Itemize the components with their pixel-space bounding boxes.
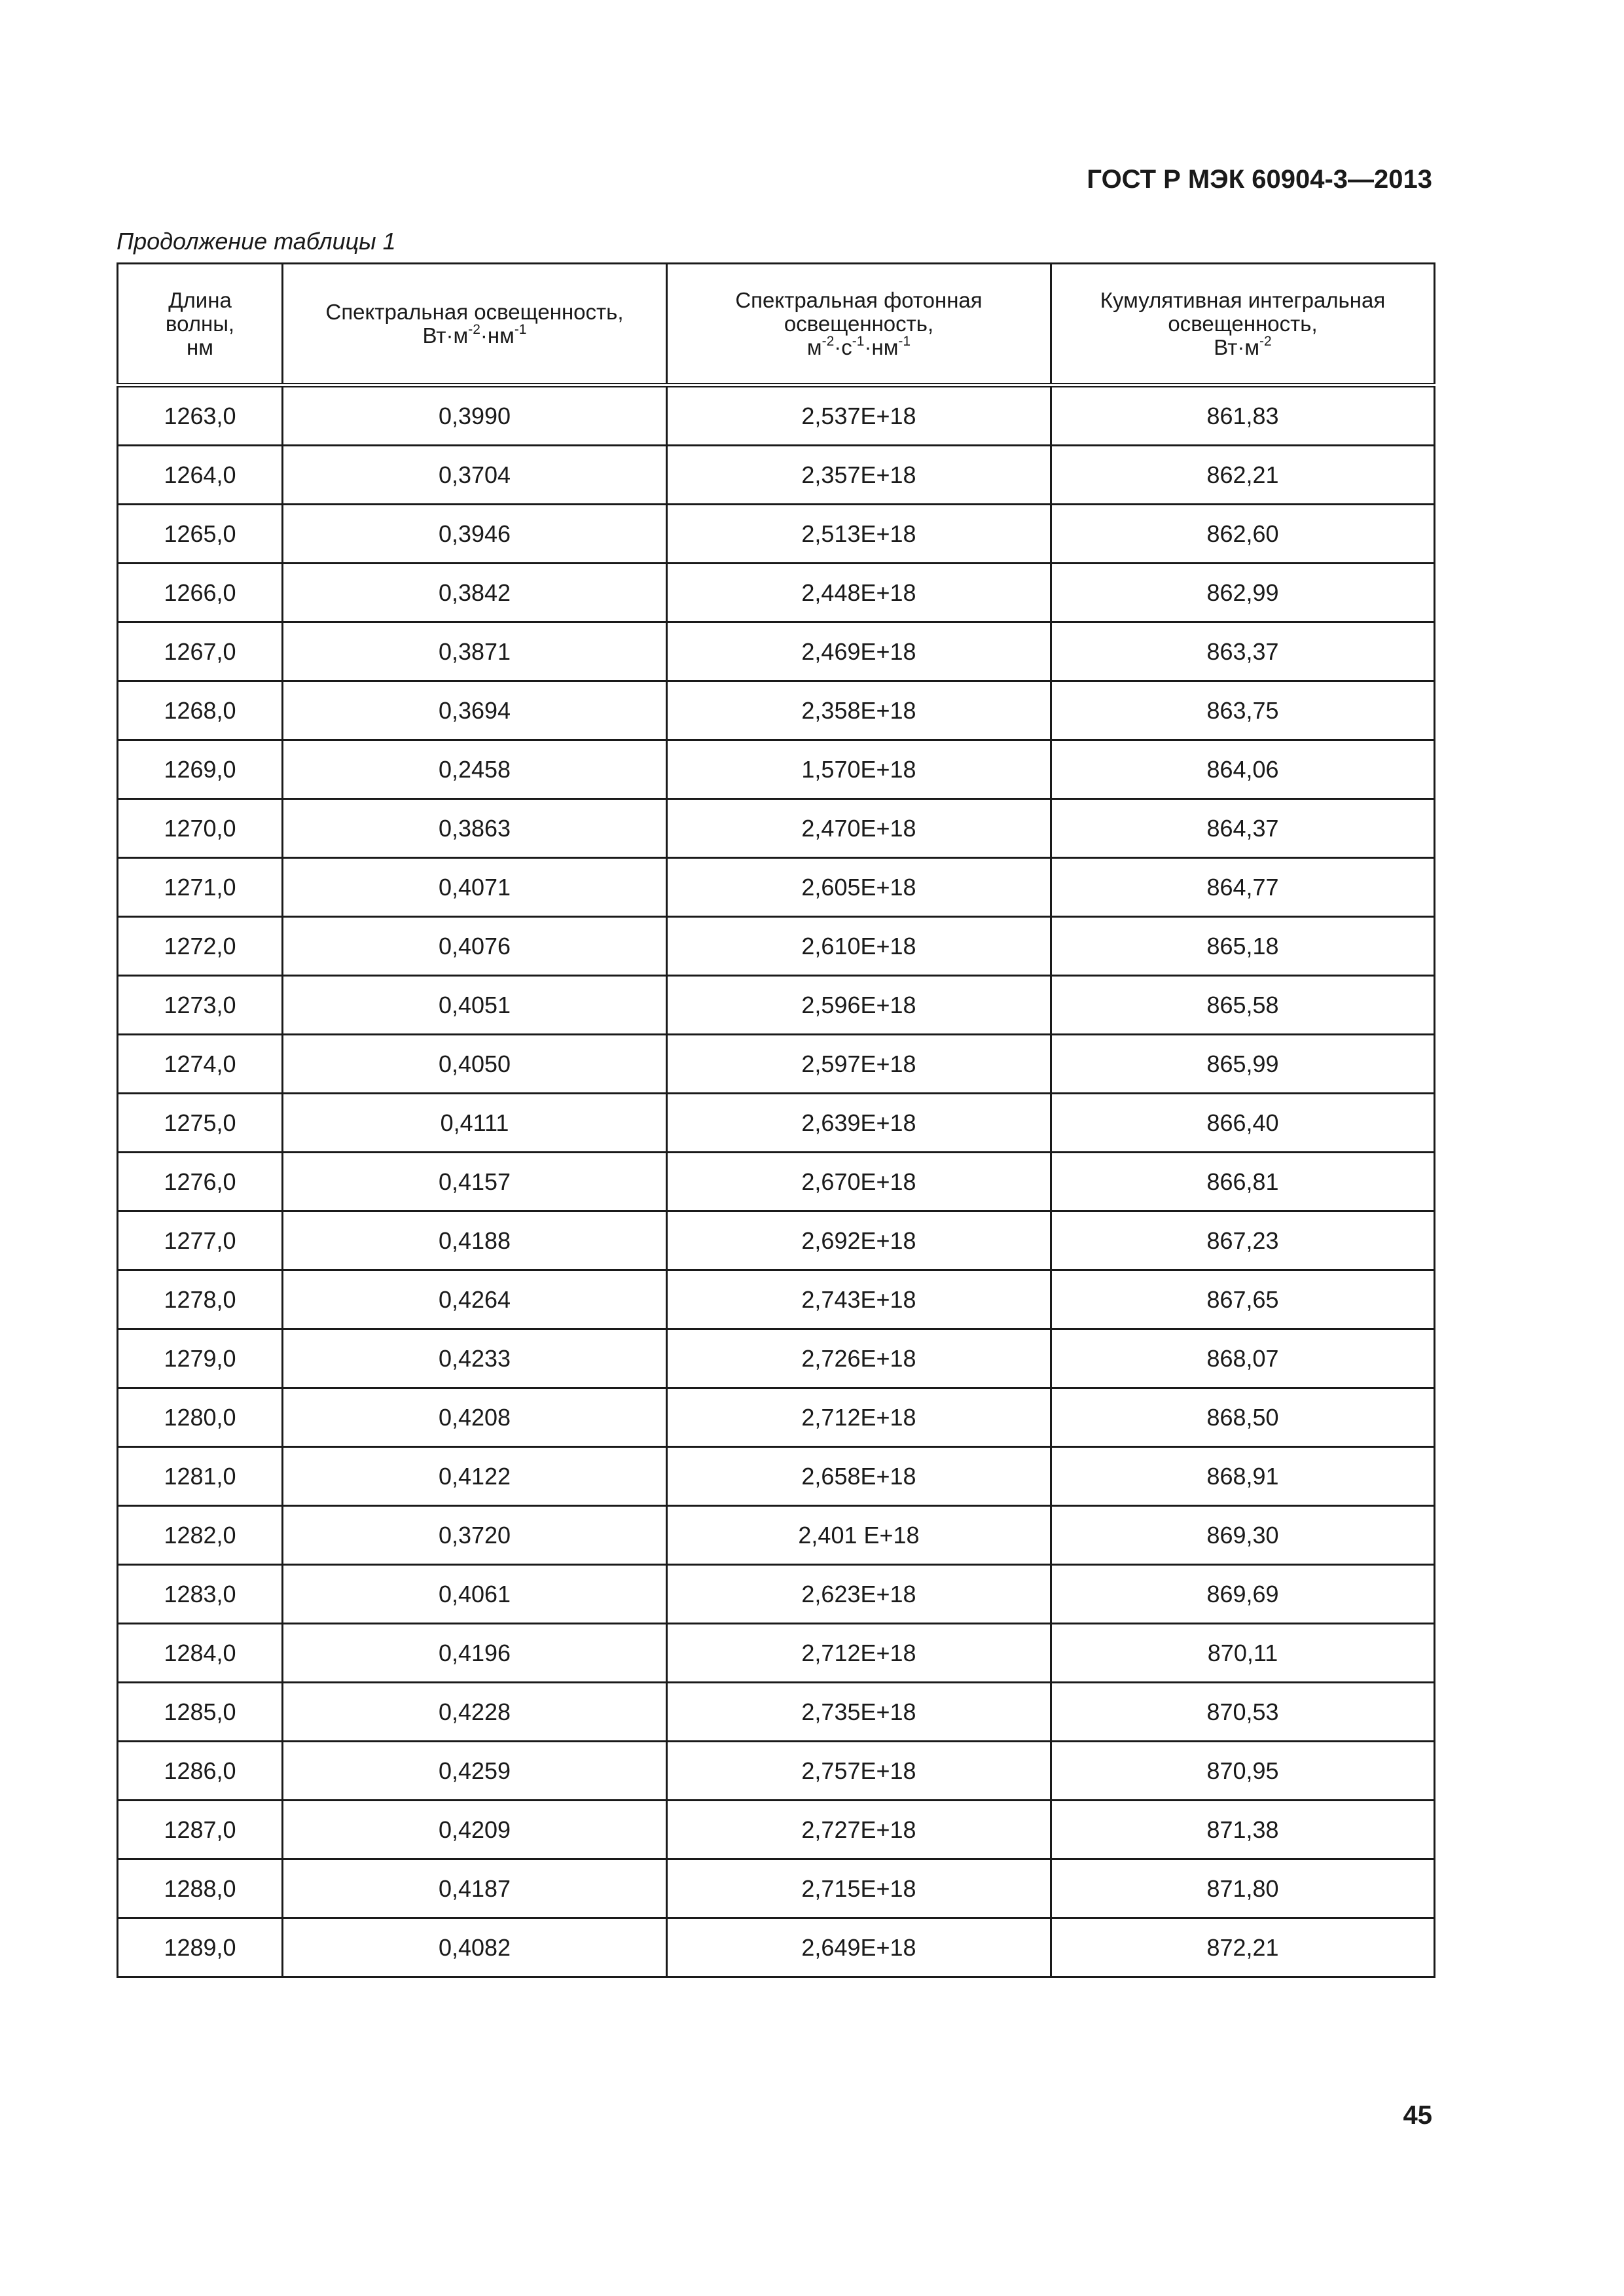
cell-photon-irradiance: 2,658E+18 (667, 1447, 1051, 1506)
cell-cumulative-irradiance: 872,21 (1051, 1918, 1435, 1977)
table-row (118, 1329, 1435, 1388)
cell-photon-irradiance: 2,448E+18 (667, 564, 1051, 622)
table-row (118, 446, 1435, 505)
header-text-line: Длина (168, 287, 232, 312)
table-row (118, 1918, 1435, 1977)
cell-wavelength: 1286,0 (118, 1742, 283, 1801)
cell-spectral-irradiance: 0,3946 (283, 505, 667, 564)
table-row (118, 1094, 1435, 1153)
cell-photon-irradiance: 2,605E+18 (667, 858, 1051, 917)
cell-wavelength: 1279,0 (118, 1329, 283, 1388)
cell-wavelength: 1275,0 (118, 1094, 283, 1153)
header-text-line: Спектральная фотонная (735, 287, 983, 312)
cell-cumulative-irradiance: 869,69 (1051, 1565, 1435, 1624)
table-row (118, 917, 1435, 976)
cell-spectral-irradiance: 0,4157 (283, 1153, 667, 1211)
cell-photon-irradiance: 2,610E+18 (667, 917, 1051, 976)
header-text-line: волны, (165, 311, 235, 336)
cell-wavelength: 1266,0 (118, 564, 283, 622)
cell-cumulative-irradiance: 864,06 (1051, 740, 1435, 799)
cell-wavelength: 1271,0 (118, 858, 283, 917)
cell-spectral-irradiance: 0,3871 (283, 622, 667, 681)
table-row (118, 622, 1435, 681)
cell-photon-irradiance: 2,715E+18 (667, 1859, 1051, 1918)
cell-cumulative-irradiance: 868,07 (1051, 1329, 1435, 1388)
table-row (118, 976, 1435, 1035)
cell-cumulative-irradiance: 865,58 (1051, 976, 1435, 1035)
cell-photon-irradiance: 2,670E+18 (667, 1153, 1051, 1211)
cell-cumulative-irradiance: 867,65 (1051, 1270, 1435, 1329)
cell-spectral-irradiance: 0,4111 (283, 1094, 667, 1153)
cell-wavelength: 1269,0 (118, 740, 283, 799)
table-row (118, 1153, 1435, 1211)
cell-spectral-irradiance: 0,4050 (283, 1035, 667, 1094)
cell-spectral-irradiance: 0,4228 (283, 1683, 667, 1742)
cell-spectral-irradiance: 0,3842 (283, 564, 667, 622)
cell-photon-irradiance: 2,712E+18 (667, 1624, 1051, 1683)
header-text-line: освещенность, (784, 311, 934, 336)
header-cumulative-irradiance (1051, 264, 1435, 386)
cell-spectral-irradiance: 0,3720 (283, 1506, 667, 1565)
cell-cumulative-irradiance: 862,60 (1051, 505, 1435, 564)
cell-photon-irradiance: 2,692E+18 (667, 1211, 1051, 1270)
cell-cumulative-irradiance: 870,11 (1051, 1624, 1435, 1683)
table-row (118, 858, 1435, 917)
cell-cumulative-irradiance: 866,40 (1051, 1094, 1435, 1153)
table-row (118, 799, 1435, 858)
cell-photon-irradiance: 2,649E+18 (667, 1918, 1051, 1977)
cell-wavelength: 1287,0 (118, 1801, 283, 1859)
header-spectral-irradiance (283, 264, 667, 386)
table-row (118, 1742, 1435, 1801)
header-text-line: нм (187, 334, 213, 359)
header-wavelength (118, 264, 283, 386)
cell-cumulative-irradiance: 862,99 (1051, 564, 1435, 622)
cell-wavelength: 1285,0 (118, 1683, 283, 1742)
table-row (118, 505, 1435, 564)
cell-wavelength: 1276,0 (118, 1153, 283, 1211)
table-row (118, 1388, 1435, 1447)
cell-cumulative-irradiance: 868,91 (1051, 1447, 1435, 1506)
table-row (118, 1447, 1435, 1506)
cell-wavelength: 1284,0 (118, 1624, 283, 1683)
cell-spectral-irradiance: 0,4187 (283, 1859, 667, 1918)
table-row (118, 1801, 1435, 1859)
cell-photon-irradiance: 2,597E+18 (667, 1035, 1051, 1094)
cell-spectral-irradiance: 0,4188 (283, 1211, 667, 1270)
table-row (118, 1683, 1435, 1742)
cell-wavelength: 1282,0 (118, 1506, 283, 1565)
cell-spectral-irradiance: 0,4071 (283, 858, 667, 917)
table-row (118, 1859, 1435, 1918)
table-caption: Продолжение таблицы 1 (117, 228, 396, 255)
cell-spectral-irradiance: 0,4264 (283, 1270, 667, 1329)
cell-wavelength: 1277,0 (118, 1211, 283, 1270)
cell-cumulative-irradiance: 871,38 (1051, 1801, 1435, 1859)
page-number: 45 (1403, 2101, 1432, 2130)
header-text-line: Спектральная освещенность, (325, 299, 624, 324)
table-body (118, 386, 1435, 1977)
table-row (118, 1035, 1435, 1094)
cell-photon-irradiance: 1,570E+18 (667, 740, 1051, 799)
cell-photon-irradiance: 2,401 E+18 (667, 1506, 1051, 1565)
cell-spectral-irradiance: 0,4209 (283, 1801, 667, 1859)
cell-photon-irradiance: 2,639E+18 (667, 1094, 1051, 1153)
cell-photon-irradiance: 2,757E+18 (667, 1742, 1051, 1801)
cell-wavelength: 1270,0 (118, 799, 283, 858)
cell-spectral-irradiance: 0,3990 (283, 386, 667, 446)
table-row (118, 1270, 1435, 1329)
cell-photon-irradiance: 2,469E+18 (667, 622, 1051, 681)
cell-wavelength: 1273,0 (118, 976, 283, 1035)
cell-cumulative-irradiance: 868,50 (1051, 1388, 1435, 1447)
cell-cumulative-irradiance: 870,53 (1051, 1683, 1435, 1742)
document-code: ГОСТ Р МЭК 60904-3—2013 (1087, 165, 1432, 194)
cell-spectral-irradiance: 0,2458 (283, 740, 667, 799)
cell-cumulative-irradiance: 864,77 (1051, 858, 1435, 917)
cell-wavelength: 1289,0 (118, 1918, 283, 1977)
cell-wavelength: 1283,0 (118, 1565, 283, 1624)
cell-photon-irradiance: 2,735E+18 (667, 1683, 1051, 1742)
cell-cumulative-irradiance: 870,95 (1051, 1742, 1435, 1801)
cell-spectral-irradiance: 0,4196 (283, 1624, 667, 1683)
cell-photon-irradiance: 2,596E+18 (667, 976, 1051, 1035)
table-row (118, 564, 1435, 622)
cell-cumulative-irradiance: 871,80 (1051, 1859, 1435, 1918)
cell-wavelength: 1265,0 (118, 505, 283, 564)
cell-photon-irradiance: 2,743E+18 (667, 1270, 1051, 1329)
table-row (118, 386, 1435, 446)
cell-wavelength: 1281,0 (118, 1447, 283, 1506)
data-table (117, 262, 1435, 1978)
cell-photon-irradiance: 2,358E+18 (667, 681, 1051, 740)
header-unit: $Вт\cdot м^{-2}$ (1214, 333, 1272, 359)
cell-wavelength: 1267,0 (118, 622, 283, 681)
header-text-line: освещенность, (1168, 311, 1318, 336)
cell-cumulative-irradiance: 866,81 (1051, 1153, 1435, 1211)
cell-wavelength: 1263,0 (118, 386, 283, 446)
cell-spectral-irradiance: 0,4259 (283, 1742, 667, 1801)
table-header-row (118, 264, 1435, 386)
cell-cumulative-irradiance: 863,75 (1051, 681, 1435, 740)
cell-spectral-irradiance: 0,4051 (283, 976, 667, 1035)
cell-photon-irradiance: 2,712E+18 (667, 1388, 1051, 1447)
cell-photon-irradiance: 2,513E+18 (667, 505, 1051, 564)
table-row (118, 1565, 1435, 1624)
table-row (118, 1624, 1435, 1683)
cell-spectral-irradiance: 0,4061 (283, 1565, 667, 1624)
cell-cumulative-irradiance: 863,37 (1051, 622, 1435, 681)
cell-wavelength: 1288,0 (118, 1859, 283, 1918)
cell-spectral-irradiance: 0,3863 (283, 799, 667, 858)
cell-cumulative-irradiance: 861,83 (1051, 386, 1435, 446)
cell-photon-irradiance: 2,357E+18 (667, 446, 1051, 505)
cell-photon-irradiance: 2,726E+18 (667, 1329, 1051, 1388)
cell-cumulative-irradiance: 864,37 (1051, 799, 1435, 858)
cell-wavelength: 1280,0 (118, 1388, 283, 1447)
cell-cumulative-irradiance: 867,23 (1051, 1211, 1435, 1270)
cell-spectral-irradiance: 0,3704 (283, 446, 667, 505)
table-row (118, 1506, 1435, 1565)
cell-spectral-irradiance: 0,4076 (283, 917, 667, 976)
cell-photon-irradiance: 2,727E+18 (667, 1801, 1051, 1859)
cell-photon-irradiance: 2,470E+18 (667, 799, 1051, 858)
header-unit: $Вт\cdot м^{-2}\cdot нм^{-1}$ (422, 321, 527, 348)
cell-cumulative-irradiance: 865,99 (1051, 1035, 1435, 1094)
cell-wavelength: 1278,0 (118, 1270, 283, 1329)
cell-photon-irradiance: 2,537E+18 (667, 386, 1051, 446)
cell-spectral-irradiance: 0,3694 (283, 681, 667, 740)
cell-spectral-irradiance: 0,4233 (283, 1329, 667, 1388)
table-row (118, 1211, 1435, 1270)
cell-wavelength: 1274,0 (118, 1035, 283, 1094)
cell-cumulative-irradiance: 865,18 (1051, 917, 1435, 976)
header-unit: $м^{-2}\cdot с^{-1}\cdot нм^{-1}$ (806, 333, 911, 359)
cell-wavelength: 1272,0 (118, 917, 283, 976)
header-spectral-photon-irradiance (667, 264, 1051, 386)
cell-cumulative-irradiance: 869,30 (1051, 1506, 1435, 1565)
cell-spectral-irradiance: 0,4082 (283, 1918, 667, 1977)
cell-spectral-irradiance: 0,4208 (283, 1388, 667, 1447)
cell-photon-irradiance: 2,623E+18 (667, 1565, 1051, 1624)
cell-wavelength: 1268,0 (118, 681, 283, 740)
cell-cumulative-irradiance: 862,21 (1051, 446, 1435, 505)
cell-wavelength: 1264,0 (118, 446, 283, 505)
cell-spectral-irradiance: 0,4122 (283, 1447, 667, 1506)
table-row (118, 740, 1435, 799)
table-row (118, 681, 1435, 740)
header-text-line: Кумулятивная интегральная (1100, 287, 1386, 312)
